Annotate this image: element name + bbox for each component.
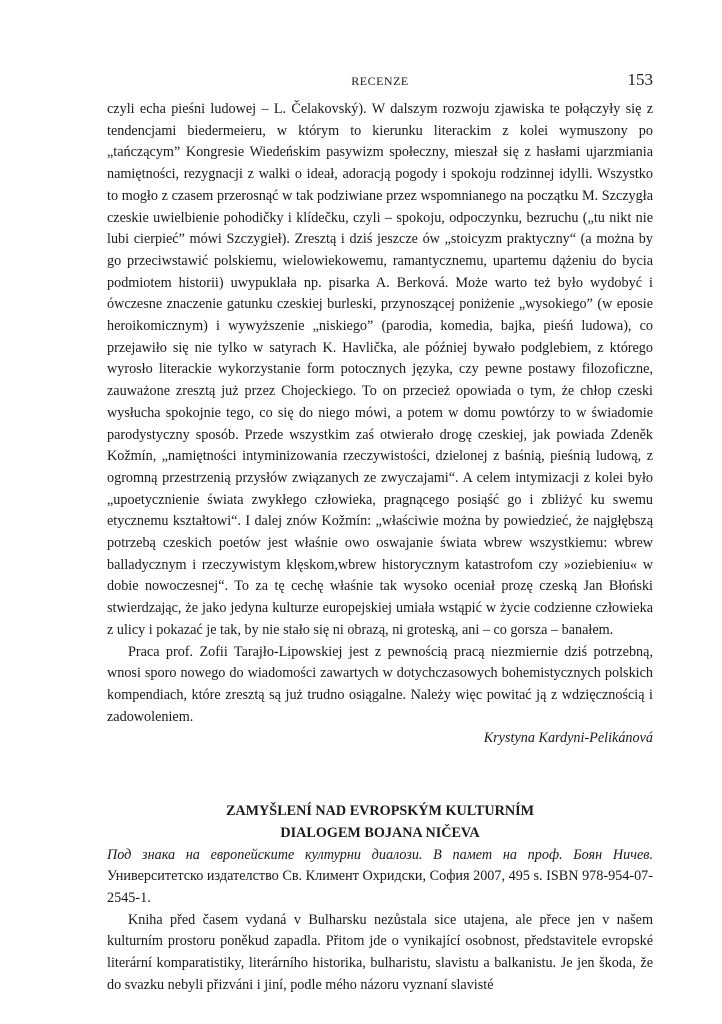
running-header [107,70,653,92]
section-title-line: DIALOGEM BOJANA NIČEVA [280,824,480,841]
page-content [107,99,653,996]
page-number: 153 [627,70,653,89]
book-title: Под знака на европейските културни диалози. В памет на проф. Боян Ничев. [107,846,653,863]
review-paragraph: czyli echa pieśni ludowej – L. Čelakovský). W dalszym rozwoju zjawiska te połączyły się z tendencjami biedermeieru, w którym to kierunku literackim z kolei wymuszony po „tańczącym” Kongresie Wiedeńskim pasywizm społeczny, mieszał się z hasłami ujarzmiania namiętności, rezygnacji z walki o ideał, adoracją pogody i spokoju rodzinnej idylli. Wszystko to mogło z czasem przerosnąć w tak podziwiane przez wspomnianego na początku M. Szczygła czeskie uwielbienie pohodičky i klídečku, czyli – spokoju, odpoczynku, bezruchu („tu nikt nie lubi cierpieć” mówi Szczygieł). Zresztą i dziś jeszcze ów „stoicyzm praktyczny“ (a można by go przeciwstawić polskiemu, wielowiekowemu, ramantycznemu, upartemu dążeniu do bycia podmiotem historii) uwypuklała np. pisarka A. Berková. Może warto też było wydobyć i ówczesne znaczenie gatunku czeskiej burleski, przynoszącej poniżenie „wysokiego” (w eposie heroikomicznym) i wywyższenie „niskiego” (parodia, komedia, bajka, pieśń ludowa), co przejawiło się nie tylko w satyrach K. Havlička, ale później bywało podglebiem, z którego wyrosło literackie wykorzystanie form potocznych języka, czy pewne postawy filozoficzne, zauważone zresztą już przez Chojeckiego. To on przecież opowiada o tym, że chłop czeski wysłucha spokojnie tego, co się do niego mówi, a potem w domu powtórzy to w świadomie parodystyczny sposób. Przede wszystkim zaś otwierało drogę czeskiej, jak powiada Zdeněk Kožmín, „namiętności intyminizowania rzeczywistości, dzielonej z baśnią, pieśnią ludową, z ogromną przestrzenią przysłów związanych ze zwyczajami“. A celem intymizacji z kolei było „upoetycznienie świata zwykłego człowieka, pragnącego posiąść go i zbliżyć ku swemu etycznemu kształtowi“. I dalej znów Kožmín: „właściwie można by powiedzieć, że najgłębszą potrzebą czeskich poetów jest właśnie owo oswajanie świata wbrew wszystkiemu: wbrew balladycznym i rzeczywistym klęskom,wbrew historycznym katastrofom czy »oziebieniu« w dobie nowoczesnej“. To za tę cechę właśnie tak wysoko oceniał prozę czeską Jan Błoński stwierdzając, że jako jedyna kulturze europejskiej umiała wstąpić w życie codzienne człowieka z ulicy i pokazać je tak, by nie stało się ni obrazą, ni groteską, ani – co gorsza – banałem. [107,101,653,638]
running-title: RECENZE [351,74,409,88]
section-title [107,801,653,844]
review-paragraph: Kniha před časem vydaná v Bulharsku nezůstala sice utajena, ale přece jen v našem kulturním prostoru poněkud zapadla. Přitom jde o vynikající osobnost, představitele evropské literární komparatistiky, literárního historika, bulharistu, slavistu a balkanistu. Je jen škoda, že do svazku nebyli přizváni i jiní, podle mého názoru vyznaní slavisté [107,911,653,993]
section-title-line: ZAMYŠLENÍ NAD EVROPSKÝM KULTURNÍM [225,803,535,820]
book-reference [107,845,653,910]
reviewer-signature: Krystyna Kardyni-Pelikánová [483,730,653,747]
review-paragraph: Praca prof. Zofii Tarajło-Lipowskiej jest z pewnością pracą niezmiernie dziś potrzebną, wnosi sporo nowego do wiadomości zawartych w dotychczasowych bohemistycznych polskich kompendiach, które zresztą są już trudno osiągalne. Należy więc powitać ją z wdzięcznością i zadowoleniem. [107,643,653,725]
book-details: Университетско издателство Св. Климент Охридски, София 2007, 495 s. ISBN 978-954-07-2545-1. [107,868,653,906]
